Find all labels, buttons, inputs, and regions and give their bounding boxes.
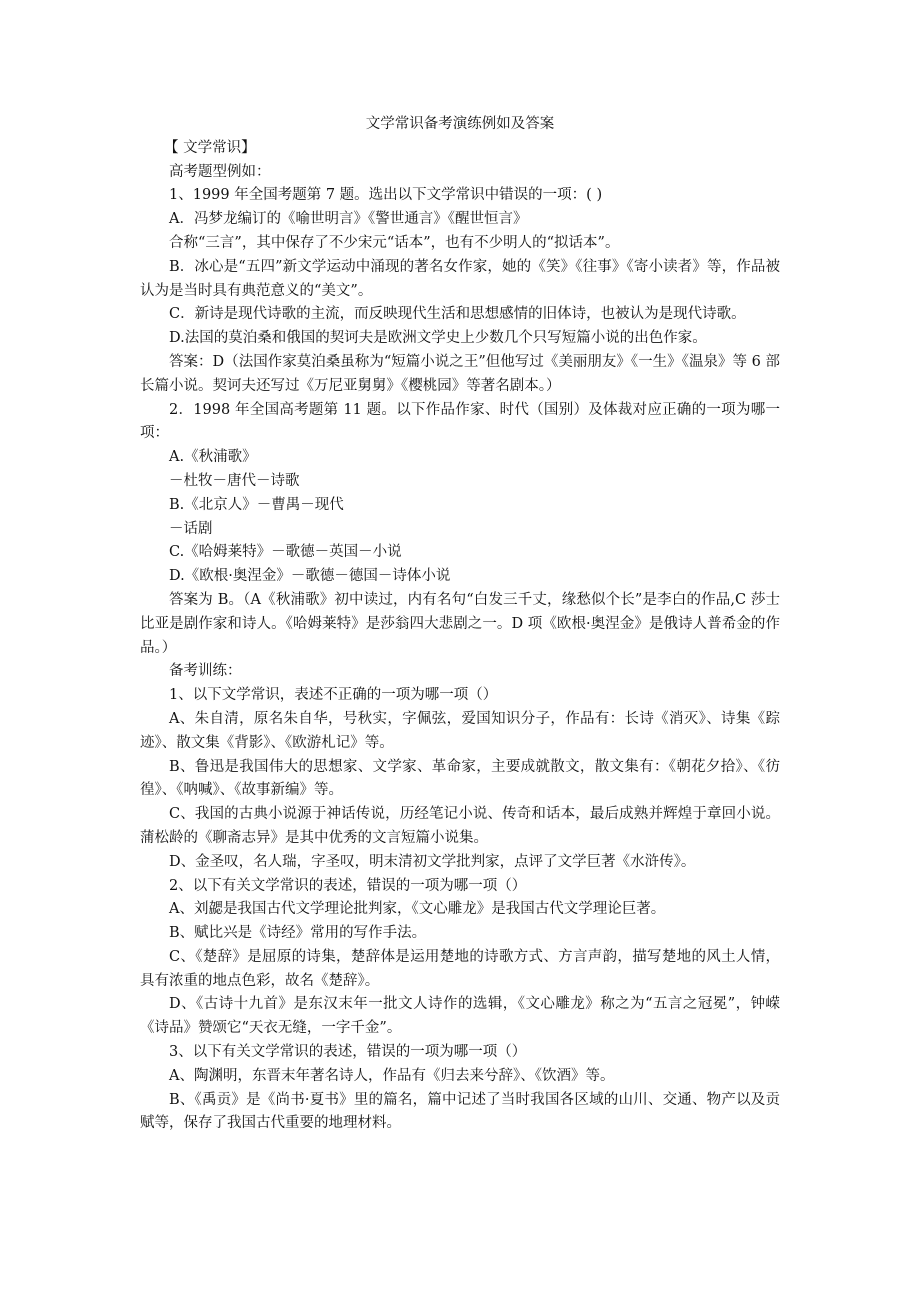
section-heading: 【 文学常识】 bbox=[164, 139, 256, 156]
paragraph: －话剧 bbox=[169, 520, 213, 537]
paragraph: A.《秋浦歌》 bbox=[169, 449, 257, 466]
paragraph: D.《欧根·奥涅金》－歌德－德国－诗体小说 bbox=[169, 568, 451, 585]
paragraph: A、朱自清，原名朱自华，号秋实，字佩弦，爱国知识分子，作品有：长诗《消灭》、诗集《踪迹》、散文集《背影》、《欧游札记》等。 bbox=[140, 710, 780, 751]
paragraph: C.《哈姆莱特》－歌德－英国－小说 bbox=[169, 544, 402, 561]
paragraph: 答案：D（法国作家莫泊桑虽称为“短篇小说之王”但他写过《美丽朋友》《一生》《温泉》等 6 部长篇小说。契诃夫还写过《万尼亚舅舅》《樱桃园》等著名剧本。） bbox=[140, 353, 780, 394]
paragraph: 1、以下文学常识，表述不正确的一项为哪一项（） bbox=[169, 687, 498, 704]
paragraph: 答案为 B。（A《秋浦歌》初中读过，内有名句“白发三千丈，缘愁似个长”是李白的作品,C 莎士比亚是剧作家和诗人。《哈姆莱特》是莎翁四大悲剧之一。D 项《欧根·奥涅金》是俄诗人普希金的作品。） bbox=[140, 591, 780, 656]
document-body bbox=[140, 113, 780, 1136]
paragraph: B、鲁迅是我国伟大的思想家、文学家、革命家，主要成就散文，散文集有：《朝花夕拾》、《彷徨》、《呐喊》、《故事新编》等。 bbox=[140, 758, 780, 799]
paragraph: D.法国的莫泊桑和俄国的契诃夫是欧洲文学史上少数几个只写短篇小说的出色作家。 bbox=[169, 330, 707, 347]
paragraph: B、《禹贡》是《尚书·夏书》里的篇名，篇中记述了当时我国各区域的山川、交通、物产以及贡赋等，保存了我国古代重要的地理材料。 bbox=[140, 1091, 780, 1132]
paragraph: C、我国的古典小说源于神话传说，历经笔记小说、传奇和话本，最后成熟并辉煌于章回小说。蒲松龄的《聊斋志异》是其中优秀的文言短篇小说集。 bbox=[140, 806, 780, 846]
paragraph: 备考训练： bbox=[169, 663, 242, 680]
paragraph: B.《北京人》－曹禺－现代 bbox=[169, 496, 344, 513]
paragraph: A、陶渊明，东晋末年著名诗人，作品有《归去来兮辞》、《饮酒》等。 bbox=[169, 1067, 615, 1084]
paragraph: 合称“三言”，其中保存了不少宋元“话本”，也有不少明人的“拟话本”。 bbox=[169, 234, 620, 251]
paragraph: D、《古诗十九首》是东汉末年一批文人诗作的选辑，《文心雕龙》称之为“五言之冠冕”，钟嵘《诗品》赞颂它“天衣无缝，一字千金”。 bbox=[140, 996, 780, 1037]
paragraph: B．冰心是“五四”新文学运动中涌现的著名女作家，她的《笑》《往事》《寄小读者》等，作品被认为是当时具有典范意义的“美文”。 bbox=[140, 258, 780, 299]
paragraph: C、《楚辞》是屈原的诗集，楚辞体是运用楚地的诗歌方式、方言声韵，描写楚地的风土人情，具有浓重的地点色彩，故名《楚辞》。 bbox=[140, 948, 780, 989]
paragraph: 2．1998 年全国高考题第 11 题。以下作品作家、时代（国别）及体裁对应正确的一项为哪一项： bbox=[140, 401, 780, 442]
paragraph: A．冯梦龙编订的《喻世明言》《警世通言》《醒世恒言》 bbox=[169, 211, 528, 228]
paragraph-list bbox=[140, 161, 780, 1137]
page-title: 文学常识备考演练例如及答案 bbox=[365, 116, 555, 132]
paragraph: 高考题型例如： bbox=[169, 163, 271, 180]
paragraph: 1、1999 年全国考题第 7 题。选出以下文学常识中错误的一项：( ) bbox=[169, 187, 603, 204]
paragraph: 3、以下有关文学常识的表述，错误的一项为哪一项（） bbox=[169, 1044, 527, 1061]
paragraph: C．新诗是现代诗歌的主流，而反映现代生活和思想感情的旧体诗，也被认为是现代诗歌。 bbox=[169, 306, 746, 323]
paragraph: －杜牧－唐代－诗歌 bbox=[169, 472, 300, 489]
paragraph: D、金圣叹，名人瑞，字圣叹，明末清初文学批判家，点评了文学巨著《水浒传》。 bbox=[169, 853, 696, 870]
paragraph: 2、以下有关文学常识的表述，错误的一项为哪一项（） bbox=[169, 877, 527, 894]
paragraph: B、赋比兴是《诗经》常用的写作手法。 bbox=[169, 925, 427, 942]
paragraph: A、刘勰是我国古代文学理论批判家，《文心雕龙》是我国古代文学理论巨著。 bbox=[169, 901, 666, 918]
